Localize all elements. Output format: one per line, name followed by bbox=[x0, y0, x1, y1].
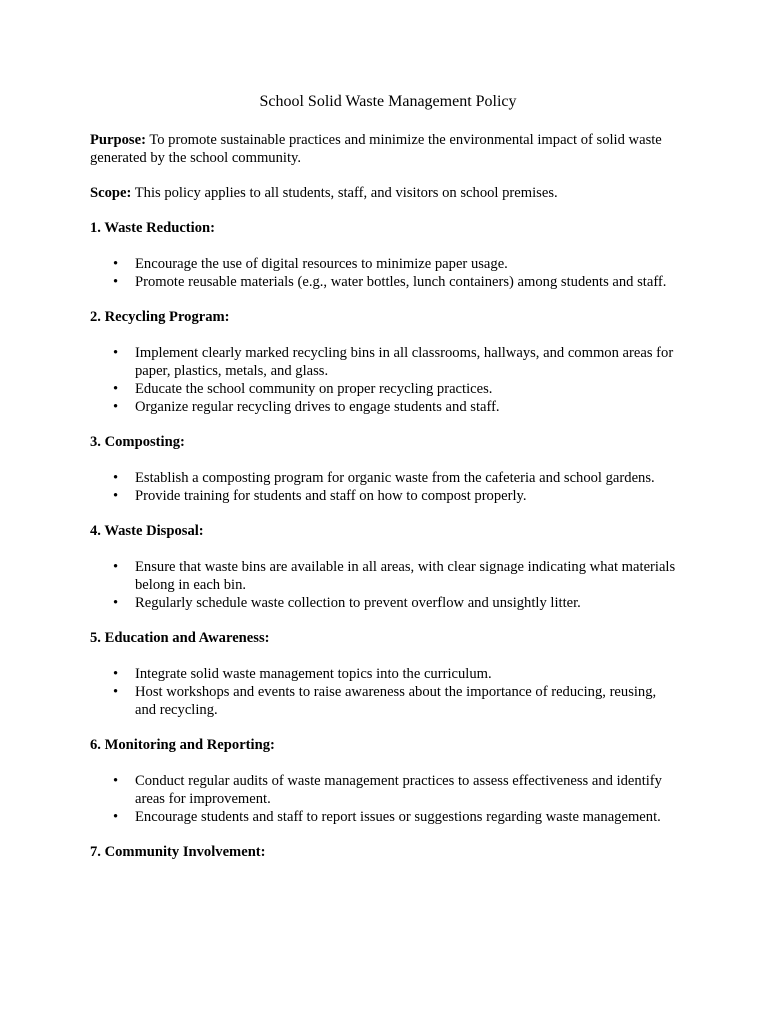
list-item bbox=[90, 344, 680, 380]
document-title: School Solid Waste Management Policy bbox=[259, 93, 517, 110]
section-heading-education-awareness: 5. Education and Awareness: bbox=[90, 630, 270, 646]
list-item-text: Conduct regular audits of waste management practices to assess effectiveness and identify areas for improvement. bbox=[135, 773, 662, 807]
list-item-text: Provide training for students and staff on how to compost properly. bbox=[135, 488, 527, 504]
list-item-text: Establish a composting program for organic waste from the cafeteria and school gardens. bbox=[135, 470, 655, 486]
bullet-icon: • bbox=[113, 666, 119, 682]
list-item bbox=[90, 469, 680, 487]
bullet-icon: • bbox=[113, 595, 119, 611]
section-heading-composting: 3. Composting: bbox=[90, 434, 185, 450]
bullet-icon: • bbox=[113, 274, 119, 290]
list-item bbox=[90, 665, 680, 683]
scope-text: This policy applies to all students, staff, and visitors on school premises. bbox=[131, 185, 558, 201]
document-page bbox=[90, 92, 680, 879]
list-item bbox=[90, 683, 680, 719]
section-list-waste-reduction bbox=[90, 255, 680, 291]
section-list-recycling-program bbox=[90, 344, 680, 416]
list-item-text: Promote reusable materials (e.g., water bottles, lunch containers) among students and staff. bbox=[135, 274, 667, 290]
bullet-icon: • bbox=[113, 399, 119, 415]
list-item bbox=[90, 255, 680, 273]
section-heading-recycling-program: 2. Recycling Program: bbox=[90, 309, 230, 325]
section-heading-waste-disposal: 4. Waste Disposal: bbox=[90, 523, 204, 539]
bullet-icon: • bbox=[113, 345, 119, 361]
list-item-text: Ensure that waste bins are available in all areas, with clear signage indicating what materials belong in each bin. bbox=[135, 559, 676, 593]
bullet-icon: • bbox=[113, 809, 119, 825]
list-item-text: Integrate solid waste management topics into the curriculum. bbox=[135, 666, 492, 682]
section-heading-community-involvement: 7. Community Involvement: bbox=[90, 844, 266, 860]
list-item-text: Educate the school community on proper recycling practices. bbox=[135, 381, 493, 397]
list-item bbox=[90, 808, 680, 826]
purpose-text: To promote sustainable practices and minimize the environmental impact of solid waste generated by the school community. bbox=[90, 132, 662, 166]
list-item-text: Encourage students and staff to report issues or suggestions regarding waste management. bbox=[135, 809, 661, 825]
bullet-icon: • bbox=[113, 256, 119, 272]
bullet-icon: • bbox=[113, 559, 119, 575]
list-item bbox=[90, 273, 680, 291]
list-item-text: Regularly schedule waste collection to prevent overflow and unsightly litter. bbox=[135, 595, 581, 611]
purpose-paragraph bbox=[90, 131, 680, 167]
list-item bbox=[90, 594, 680, 612]
list-item-text: Encourage the use of digital resources to minimize paper usage. bbox=[135, 256, 508, 272]
list-item bbox=[90, 558, 680, 594]
list-item-text: Host workshops and events to raise awareness about the importance of reducing, reusing, and recycling. bbox=[135, 684, 657, 718]
section-list-education-awareness bbox=[90, 665, 680, 719]
list-item bbox=[90, 398, 680, 416]
section-list-composting bbox=[90, 469, 680, 505]
bullet-icon: • bbox=[113, 381, 119, 397]
list-item-text: Implement clearly marked recycling bins in all classrooms, hallways, and common areas for paper, plastics, metals, and glass. bbox=[135, 345, 674, 379]
bullet-icon: • bbox=[113, 773, 119, 789]
section-heading-monitoring-reporting: 6. Monitoring and Reporting: bbox=[90, 737, 275, 753]
list-item bbox=[90, 487, 680, 505]
scope-paragraph bbox=[90, 184, 680, 202]
purpose-label: Purpose: bbox=[90, 132, 146, 148]
scope-label: Scope: bbox=[90, 185, 132, 201]
list-item bbox=[90, 772, 680, 808]
list-item-text: Organize regular recycling drives to engage students and staff. bbox=[135, 399, 500, 415]
bullet-icon: • bbox=[113, 684, 119, 700]
section-list-monitoring-reporting bbox=[90, 772, 680, 826]
list-item bbox=[90, 380, 680, 398]
section-heading-waste-reduction: 1. Waste Reduction: bbox=[90, 220, 215, 236]
bullet-icon: • bbox=[113, 470, 119, 486]
section-list-waste-disposal bbox=[90, 558, 680, 612]
bullet-icon: • bbox=[113, 488, 119, 504]
